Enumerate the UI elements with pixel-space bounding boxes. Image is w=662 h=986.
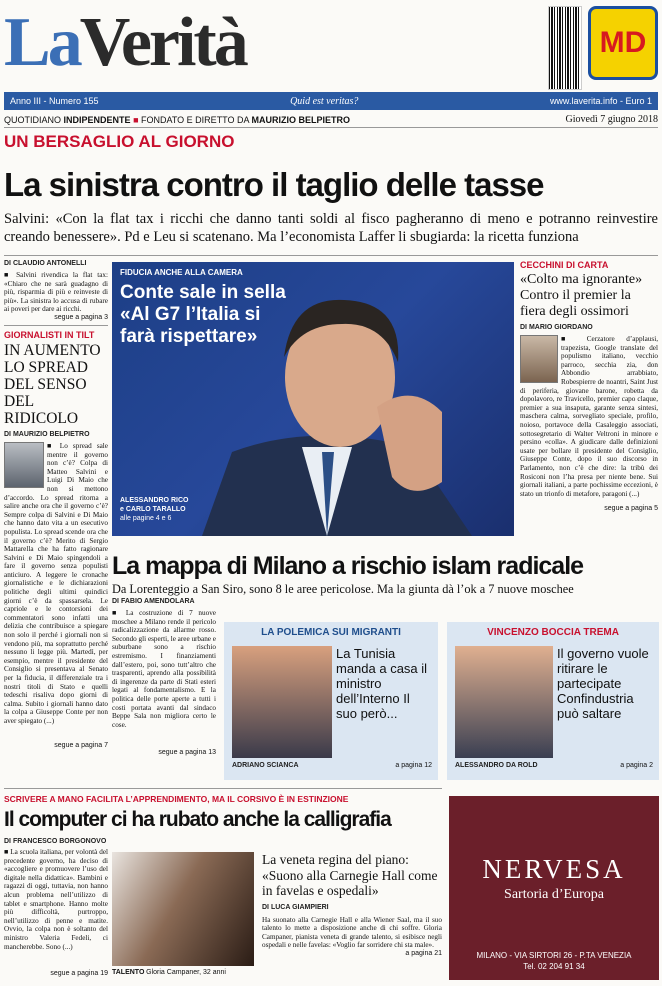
milano-column	[112, 598, 216, 756]
byline: ALESSANDRO DA ROLD	[455, 762, 538, 769]
newspaper-logo	[4, 4, 246, 82]
byline: DI FABIO AMENDOLARA	[112, 598, 195, 605]
barcode-icon	[548, 6, 582, 90]
see-page-link[interactable]: segue a pagina 5	[604, 505, 658, 512]
conte-headline: Conte sale in sella «Al G7 l’Italia si farà rispettare»	[120, 282, 286, 347]
issue-number: Anno III - Numero 155	[10, 96, 99, 106]
issue-bar	[4, 92, 658, 110]
conte-kicker: FIDUCIA ANCHE ALLA CAMERA	[120, 268, 243, 277]
article-text: ■ La scuola italiana, per volontà del precedente governo, ha deciso di «accogliere e promuovere l’uso del digitale nella didattica». Bambini e ragazzi di oggi, tuttavia, non hanno alcun problema nell’utilizzo di tablet e smartphone. Hanno molte più difficoltà, purtroppo, nell’utilizzo di penne e matite. Ovvio, la colpa non è soltanto del ministro Valeria Fedeli, ci mancherebbe. Sono (...)	[4, 848, 108, 951]
box-kicker: LA POLEMICA SUI MIGRANTI	[261, 627, 401, 638]
lead-kicker: UN BERSAGLIO AL GIORNO	[4, 132, 235, 151]
article-text: ■ Cerzatore d’applausi, trapezista, Google translate del populismo italiano, vecchio parroco, secchia zia, don Abbondio arrabbiato, Robespierre de noantri, Saint Just di periferia, giovane barone, robetta da dopolavoro, re Travicello, premier capo claque, premier a sua insaputa, garante senza sintesi, maschera calma, sorvegliato speciale, profilo, noioso, portavoce della Casaleggio associati, sottosegretario di Walter Veltroni in minore e persino «colla». A giudicare dalle definizioni usate per bollare il presidente del Consiglio, Giuseppe Conte, dopo il suo discorso in Parlamento, non c’è che dire: la tribù dei Rosiconi non l’ha presa per niente bene. Sui giornali italiani, a parte pochissime eccezioni, è stato un trionfo di metafore, paragoni (...)	[520, 335, 658, 498]
see-page-link[interactable]: alle pagine 4 e 6	[120, 515, 172, 522]
tagline-c: FONDATO E DIRETTO DA	[141, 114, 250, 125]
see-page-link[interactable]: segue a pagina 3	[54, 313, 108, 321]
byline: DI FRANCESCO BORGONOVO	[4, 838, 107, 845]
see-page-link[interactable]: a pagina 21	[405, 949, 442, 957]
md-logo-text: MD	[599, 26, 647, 59]
box-headline: Il governo vuole ritirare le partecipate Confindustria può saltare	[557, 646, 649, 721]
divider	[4, 255, 658, 256]
calligrafia-kicker: SCRIVERE A MANO FACILITA L’APPRENDIMENTO, MA IL CORSIVO È IN ESTINZIONE	[4, 794, 349, 804]
editorial-headline: IN AUMENTO LO SPREAD DEL SENSO DEL RIDICOLO	[4, 341, 101, 427]
milano-headline: La mappa di Milano a rischio islam radicale	[112, 552, 584, 580]
box-kicker: VINCENZO BOCCIA TREMA	[487, 627, 619, 638]
tagline-b: INDIPENDENTE	[63, 114, 131, 125]
md-logo	[588, 6, 658, 80]
boccia-photo	[455, 646, 553, 758]
tagline-d: MAURIZIO BELPIETRO	[251, 114, 351, 125]
ad-address: MILANO - VIA SIRTORI 26 - P.TA VENEZIA	[476, 951, 632, 960]
lead-standfirst: Salvini: «Con la flat tax i ricchi che danno tanti soldi al fisco pagheranno di meno e potranno reinvestire creando benessere». Pd e Leu si scatenano. Ma l’economista Laffer li sbugiarda: la ricetta funziona	[4, 211, 658, 245]
kicker: GIORNALISTI IN TILT	[4, 329, 95, 340]
nervesa-ad[interactable]	[449, 796, 659, 980]
square-icon: ■	[133, 114, 139, 125]
tagline	[4, 115, 350, 125]
see-page-link[interactable]: segue a pagina 13	[158, 749, 216, 756]
logo-verita: Verità	[79, 4, 246, 81]
see-page-link[interactable]: a pagina 2	[620, 762, 653, 769]
headline: La veneta regina del piano: «Suono alla Carnegie Hall come in favelas e ospedali»	[262, 852, 438, 898]
ad-brand: NERVESA	[482, 854, 626, 884]
article-text: ■ Salvini rivendica la flat tax: «Chiaro che ne sarà guadagno di più, risparmia di più e reinveste di più». La sinistra lo accusa di rubare ai poveri per dare ai ricchi.	[4, 271, 108, 314]
byline: ALESSANDRO RICO	[120, 497, 189, 504]
caption-text: Gloria Campaner, 32 anni	[146, 969, 226, 976]
lead-headline: La sinistra contro il taglio delle tasse	[4, 166, 544, 203]
migranti-box	[224, 622, 438, 780]
right-column	[520, 260, 658, 512]
ad-phone: Tel. 02 204 91 34	[523, 962, 585, 971]
motto: Quid est veritas?	[290, 95, 359, 107]
left-column	[4, 260, 108, 749]
divider	[4, 325, 108, 326]
logo-la: La	[4, 4, 80, 81]
byline: e CARLO TARALLO	[120, 506, 186, 513]
tagline-a: QUOTIDIANO	[4, 114, 62, 125]
site-price: www.laverita.info - Euro 1	[549, 96, 652, 106]
caption-label: TALENTO	[112, 969, 145, 976]
byline: DI MAURIZIO BELPIETRO	[4, 430, 90, 438]
piano-column	[262, 852, 442, 957]
kicker: CECCHINI DI CARTA	[520, 260, 609, 270]
conte-photo	[112, 262, 514, 536]
editorial-text: ■ Lo spread sale mentre il governo non c’è? Colpa di Matteo Salvini e Luigi Di Maio che non si mettono d’accordo. Lo spread ritorna a salire anche ora che il governo c’è? Sempre colpa di Salvini e Di Maio che hanno dato vita a un esecutivo populista. Lo spread scende ora che il governo c’è? Merito di Sergio Mattarella che ha fatto ragionare Salvini e Di Maio spingendoli a fare il governo senza populisti anticiuro. A leggere le cronache giornalistiche e le dichiarazioni politiche degli ultimi quindici giorni c’è da spassarsela. Le capriole e le contorsioni dei commentatori sono infatti una delizia che contribuisce a spiegare non solo il perché i giornali non si vendono più, ma soprattutto perché nessuno li legge più. Martedì, per esempio, mentre il presidente del Consiglio si presentava al Senato per la fiducia, il differenziale tra i nostri titoli di Stato e quelli tedeschi risaliva dopo giorni di calma. Subito i giornali hanno dato la colpa a Giuseppe Conte per non aver spiegato (...)	[4, 441, 108, 725]
campaner-photo	[112, 852, 254, 966]
boccia-box	[447, 622, 659, 780]
tagline-bar	[4, 112, 658, 128]
article-text: Ha suonato alla Carnegie Hall e alla Wiener Saal, ma il suo talento lo mette a disposizione anche di chi soffre. Gloria Campaner, pianista veneta di grande talento, si esibisce negli ospedali e nelle favelas: «Voglio far sorridere chi sta male».	[262, 915, 442, 950]
conte-bylines	[120, 496, 188, 523]
byline: ADRIANO SCIANCA	[232, 762, 299, 769]
headline: «Colto ma ignorante» Contro il premier la fiera degli ossimori	[520, 272, 643, 319]
author-photo	[4, 442, 44, 488]
see-page-link[interactable]: a pagina 12	[395, 762, 432, 769]
ad-subtitle: Sartoria d’Europa	[504, 887, 604, 902]
calligrafia-headline: Il computer ci ha rubato anche la calligrafia	[4, 808, 391, 831]
milano-standfirst: Da Lorenteggio a San Siro, sono 8 le aree pericolose. Ma la giunta dà l’ok a 7 nuove moschee	[112, 582, 574, 596]
scianca-photo	[232, 646, 332, 758]
see-page-link[interactable]: segue a pagina 19	[50, 970, 108, 977]
byline: DI MARIO GIORDANO	[520, 324, 593, 331]
box-headline: La Tunisia manda a casa il ministro dell’Interno Il suo però...	[336, 646, 428, 721]
divider	[4, 788, 442, 789]
byline: DI CLAUDIO ANTONELLI	[4, 260, 87, 267]
photo-caption	[112, 968, 226, 976]
byline: DI LUCA GIAMPIERI	[262, 903, 329, 911]
article-text: ■ La costruzione di 7 nuove moschee a Milano rende il pericolo radicalizzazione da allarme rosso. Secondo gli esperti, le aree urbane e suburbane sono a rischio estremismo. I finanziamenti dall’estero, poi, sono tutt’altro che trasparenti, aprendo alla possibilità di ingerenze da parte di Stati esteri legati al fondamentalismo. E la politica delle porte aperte a tutti i costi portata avanti dal sindaco Beppe Sala non migliora certo le cose.	[112, 609, 216, 729]
see-page-link[interactable]: segue a pagina 7	[54, 741, 108, 749]
date: Giovedì 7 giugno 2018	[565, 114, 658, 125]
author-photo	[520, 335, 558, 383]
calligrafia-column	[4, 838, 108, 977]
